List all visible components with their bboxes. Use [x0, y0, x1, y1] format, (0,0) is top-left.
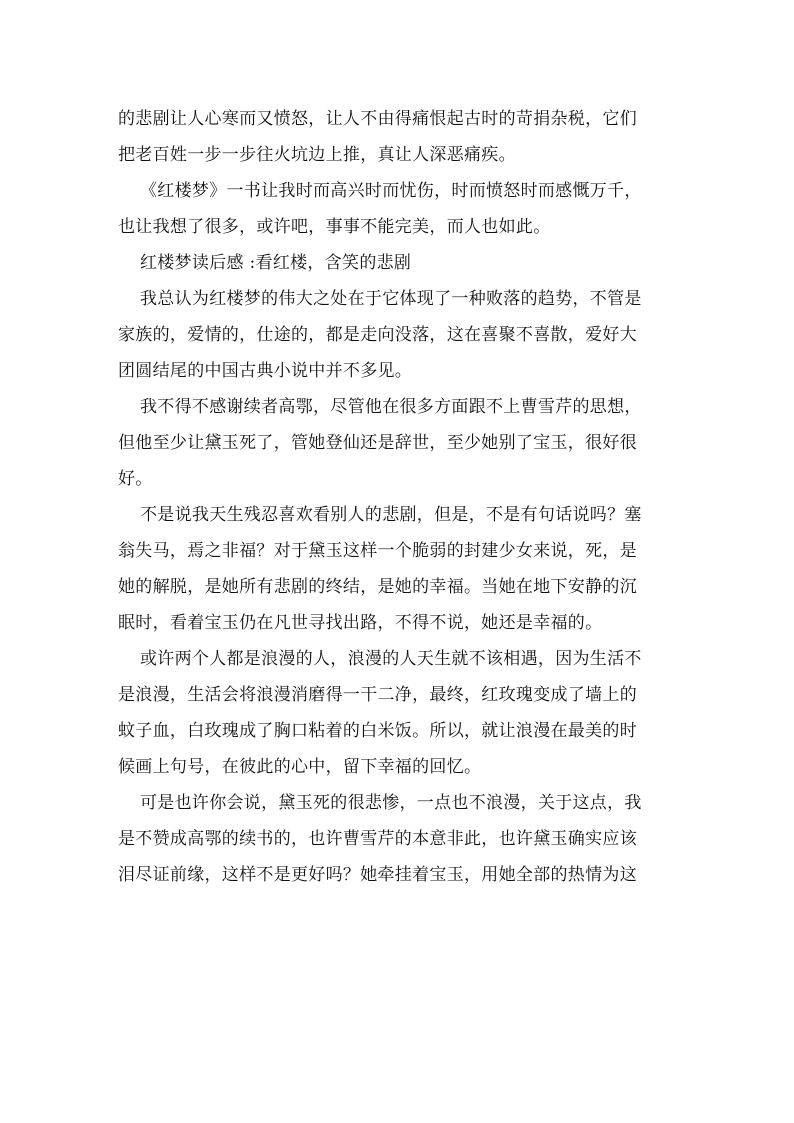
text-line: 红楼梦读后感 :看红楼，含笑的悲剧	[140, 253, 412, 273]
text-line: 好。	[118, 469, 153, 489]
text-line: 不是说我天生残忍喜欢看别人的悲剧，但是，不是有句话说吗？塞	[140, 505, 642, 525]
text-line: 她的解脱，是她所有悲剧的终结，是她的幸福。当她在地下安静的沉	[118, 577, 637, 597]
text-line: 我不得不感谢续者高鄂，尽管他在很多方面跟不上曹雪芹的思想，	[140, 397, 642, 417]
text-line: 但他至少让黛玉死了，管她登仙还是辞世，至少她别了宝玉，很好很	[118, 433, 637, 453]
text-line: 家族的，爱情的，仕途的，都是走向没落，这在喜聚不喜散，爱好大	[118, 325, 637, 345]
text-line: 的悲剧让人心寒而又愤怒，让人不由得痛恨起古时的苛捐杂税，它们	[118, 109, 637, 129]
text-line: 或许两个人都是浪漫的人，浪漫的人天生就不该相遇，因为生活不	[140, 649, 642, 669]
text-line: 蚊子血，白玫瑰成了胸口粘着的白米饭。所以，就让浪漫在最美的时	[118, 721, 637, 741]
text-line: 团圆结尾的中国古典小说中并不多见。	[118, 361, 413, 381]
text-line: 可是也许你会说，黛玉死的很悲惨，一点也不浪漫，关于这点，我	[140, 793, 642, 813]
text-line: 泪尽证前缘，这样不是更好吗？她牵挂着宝玉，用她全部的热情为这	[118, 865, 637, 885]
text-line: 是浪漫，生活会将浪漫消磨得一干二净，最终，红玫瑰变成了墙上的	[118, 685, 637, 705]
document-body	[118, 101, 678, 893]
text-line: 是不赞成高鄂的续书的，也许曹雪芹的本意非此，也许黛玉确实应该	[118, 829, 637, 849]
text-line: 翁失马，焉之非福？对于黛玉这样一个脆弱的封建少女来说，死，是	[118, 541, 637, 561]
text-line: 眠时，看着宝玉仍在凡世寻找出路，不得不说，她还是幸福的。	[118, 613, 603, 633]
text-line: 候画上句号，在彼此的心中，留下幸福的回忆。	[118, 757, 482, 777]
text-line: 把老百姓一步一步往火坑边上推，真让人深恶痛疾。	[118, 145, 516, 165]
text-line: 我总认为红楼梦的伟大之处在于它体现了一种败落的趋势，不管是	[140, 289, 642, 309]
text-line: 也让我想了很多，或许吧，事事不能完美，而人也如此。	[118, 217, 551, 237]
text-line: 《红楼梦》一书让我时而高兴时而忧伤，时而愤怒时而感慨万千，	[140, 181, 642, 201]
